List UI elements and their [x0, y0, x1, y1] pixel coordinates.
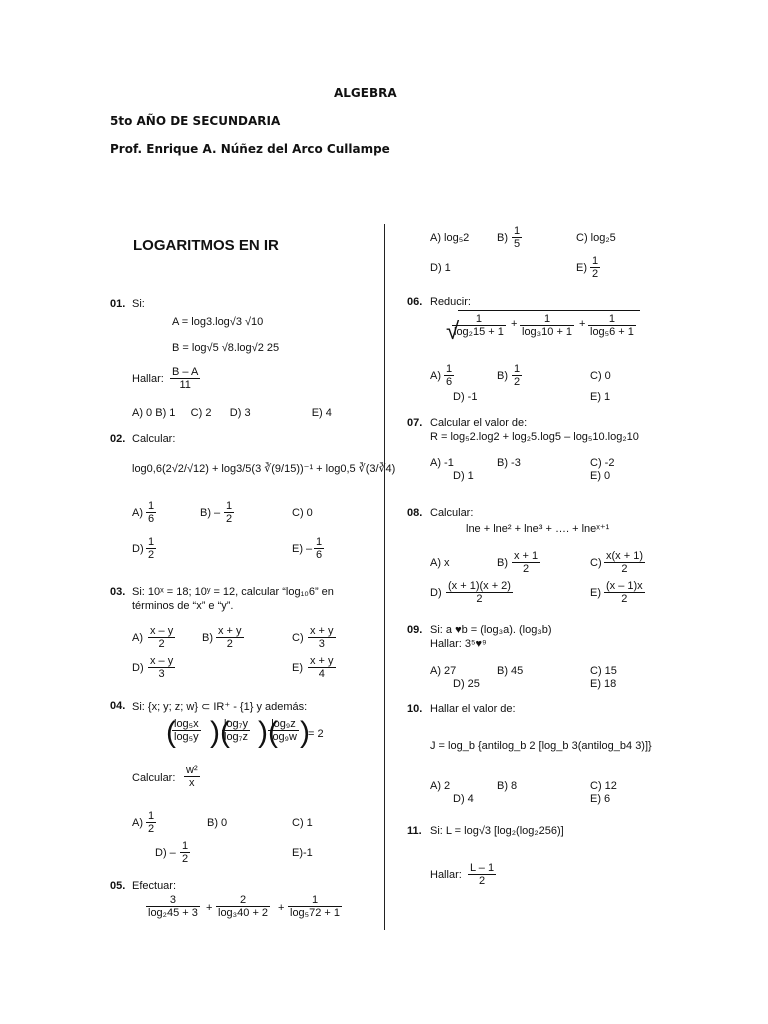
numerator: 1	[148, 500, 155, 512]
option-e-fraction	[590, 255, 600, 280]
option-label: B)	[497, 370, 508, 382]
numerator: 2	[239, 894, 247, 906]
option-c-fraction	[604, 550, 645, 575]
column-divider	[384, 224, 385, 930]
denominator: 3	[308, 637, 336, 650]
option-e: E)-1	[292, 847, 313, 859]
numerator: x + y	[310, 655, 334, 667]
option-d: D) 4	[453, 793, 474, 805]
denominator: 2	[446, 592, 513, 605]
numerator: 3	[169, 894, 176, 906]
matrix-fraction-2	[222, 718, 250, 743]
question-intro: Calcular:	[430, 507, 474, 519]
question-intro: Calcular:	[132, 433, 176, 445]
numerator: x – y	[150, 625, 174, 637]
option-label: E)	[590, 587, 601, 599]
numerator: 1	[475, 313, 482, 325]
question-number: 08.	[407, 507, 423, 519]
question-text-line1: Si: a ♥b = (log₃a). (log₃b)	[430, 624, 552, 636]
denominator: 2	[512, 562, 540, 575]
question-text-line1: Si: 10ˣ = 18; 10ʸ = 12, calcular “log₁₀6” en	[132, 586, 334, 598]
option-label: D)	[430, 587, 442, 599]
option-label: A)	[132, 817, 143, 829]
paren-pair: )(	[258, 716, 278, 749]
option-d: D) 25	[453, 678, 480, 690]
option-label: B)	[202, 632, 213, 644]
numerator: 1	[514, 363, 521, 375]
teacher-line: Prof. Enrique A. Núñez del Arco Cullampe	[110, 142, 390, 156]
term-fraction-2	[520, 313, 574, 338]
option-c: C) log₂5	[576, 232, 616, 244]
option-b: B) 8	[497, 780, 518, 792]
term-fraction-1	[452, 313, 506, 338]
option-a-fraction	[146, 810, 156, 835]
question-text: Si: L = log√3 [log₂(log₂256)]	[430, 825, 564, 837]
hallar-label: Hallar:	[132, 373, 164, 385]
numerator: 1	[514, 225, 521, 237]
equation-a: A = log3.log√3 √10	[172, 316, 264, 328]
plus-sign: +	[206, 902, 213, 914]
denominator: 2	[604, 562, 645, 575]
option-label: D)	[132, 662, 144, 674]
question-number: 09.	[407, 624, 423, 636]
expression: log0,6(2√2/√12) + log3/5(3 ∛(9/15))⁻¹ + log0,5 ∛(3/∛4)	[132, 463, 396, 475]
denominator: 2	[226, 513, 233, 525]
question-text-line2: términos de “x” e “y”.	[132, 600, 234, 612]
option-e: E) 6	[590, 793, 611, 805]
calcular-fraction	[184, 764, 200, 789]
question-text-line2: Hallar: 3⁵♥⁹	[430, 638, 487, 650]
matrix-fraction-3	[268, 718, 299, 743]
numerator: 1	[311, 894, 319, 906]
numerator: w²	[186, 764, 198, 776]
option-d-fraction	[180, 840, 190, 865]
option-a-fraction	[444, 363, 454, 388]
numerator: x + 1	[514, 550, 539, 562]
option-a-fraction	[146, 500, 156, 525]
numerator: 1	[608, 313, 615, 325]
option-c: C) 0	[590, 370, 611, 382]
question-number: 06.	[407, 296, 423, 308]
denominator: log₉w	[270, 731, 297, 743]
option-e: E) 0	[590, 470, 611, 482]
numerator: x + y	[218, 625, 242, 637]
matrix-fraction-1	[172, 718, 201, 743]
numerator: 1	[446, 363, 453, 375]
numerator: 1	[592, 255, 599, 267]
option-b-fraction	[216, 625, 244, 650]
denominator: 5	[514, 238, 521, 250]
option-c: C) 1	[292, 817, 313, 829]
option-a: A) 27	[430, 665, 457, 677]
numerator: 1	[316, 536, 323, 548]
denominator: 2	[592, 268, 599, 280]
calcular-label: Calcular:	[132, 772, 176, 784]
numerator: 1	[148, 810, 155, 822]
denominator: 2	[182, 853, 189, 865]
question-text: Si: {x; y; z; w} ⊂ IR⁺ - {1} y además:	[132, 701, 308, 713]
question-text: Hallar el valor de:	[430, 703, 516, 715]
question-intro: Reducir:	[430, 296, 471, 308]
question-text-line1: Calcular el valor de:	[430, 417, 528, 429]
denominator: 3	[148, 667, 175, 680]
denominator: log₇z	[224, 731, 248, 743]
numerator: x(x + 1)	[606, 550, 643, 562]
option-c: C) 0	[292, 507, 313, 519]
numerator: x + y	[310, 625, 334, 637]
option-label: A)	[430, 370, 441, 382]
hallar-label: Hallar:	[430, 869, 462, 881]
expression: J = log_b {antilog_b 2 [log_b 3(antilog_b4 3)]}	[430, 740, 652, 752]
option-e: E) 18	[590, 678, 617, 690]
option-label: D) –	[155, 847, 176, 859]
paren-pair: )(	[210, 716, 230, 749]
question-intro: Efectuar:	[132, 880, 177, 892]
option-label: A)	[132, 507, 143, 519]
plus-sign: +	[579, 318, 586, 330]
question-number: 10.	[407, 703, 423, 715]
denominator: log₂45 + 3	[148, 907, 198, 919]
option-label: C)	[292, 632, 304, 644]
option-c: C) -2	[590, 457, 615, 469]
denominator: 2	[514, 376, 521, 388]
expression: lne + lne² + lne³ + …. + lneˣ⁺¹	[466, 523, 610, 535]
option-a: A) x	[430, 557, 450, 569]
option-label: E)	[576, 262, 587, 274]
option-label: C)	[590, 557, 602, 569]
denominator: 6	[316, 549, 323, 561]
option-b-fraction	[224, 500, 234, 525]
option-d: D) 1	[430, 262, 451, 274]
paren-right: )	[300, 716, 310, 749]
question-number: 02.	[110, 433, 126, 445]
term-fraction-3	[288, 894, 342, 919]
option-c: C) 12	[590, 780, 617, 792]
term-fraction-2	[216, 894, 270, 919]
term-fraction-3	[588, 313, 636, 338]
question-number: 01.	[110, 298, 126, 310]
option-d-fraction	[146, 536, 156, 561]
numerator: x – y	[150, 655, 174, 667]
numerator: 1	[543, 313, 551, 325]
denominator: 6	[148, 513, 155, 525]
question-number: 04.	[110, 700, 126, 712]
section-title: LOGARITMOS EN IR	[133, 237, 279, 254]
option-b: B) 0	[207, 817, 228, 829]
option-c: C) 15	[590, 665, 617, 677]
option-label: B)	[497, 232, 508, 244]
numerator: log₉z	[271, 718, 296, 730]
numerator: 1	[182, 840, 189, 852]
option-label: A)	[132, 632, 143, 644]
option-e-fraction	[604, 580, 645, 605]
option-b-fraction	[512, 550, 540, 575]
hallar-fraction	[468, 862, 496, 887]
denominator: log₅6 + 1	[590, 326, 634, 338]
denominator: log₂15 + 1	[454, 326, 504, 338]
equation-b: B = log√5 √8.log√2 25	[172, 342, 280, 354]
denominator: 2	[604, 592, 645, 605]
plus-sign: +	[278, 902, 285, 914]
option-a: A) -1	[430, 457, 454, 469]
numerator: 1	[226, 500, 233, 512]
denominator: log₃40 + 2	[218, 907, 269, 919]
question-number: 05.	[110, 880, 126, 892]
option-b: B) -3	[497, 457, 521, 469]
option-label: B) –	[200, 507, 221, 519]
option-label: E) –	[292, 543, 313, 555]
denominator: 2	[148, 823, 155, 835]
term-fraction-1	[146, 894, 200, 919]
numerator: B – A	[172, 366, 199, 378]
denominator: 11	[170, 378, 200, 391]
option-a: A) 2	[430, 780, 451, 792]
option-label: B)	[497, 557, 508, 569]
equation-result: = 2	[308, 728, 324, 740]
numerator: 1	[148, 536, 155, 548]
option-d-fraction	[446, 580, 513, 605]
denominator: 6	[446, 376, 453, 388]
option-e-fraction	[314, 536, 324, 561]
denominator: 2	[148, 549, 155, 561]
question-number: 11.	[407, 825, 422, 837]
option-e-fraction	[308, 655, 336, 680]
root-sign: √	[446, 318, 460, 345]
option-b: B) 45	[497, 665, 524, 677]
numerator: log₅x	[174, 718, 199, 730]
option-d: D) -1	[453, 391, 478, 403]
question-text-line2: R = log₅2.log2 + log₂5.log5 – log₅10.log₂10	[430, 431, 639, 443]
numerator: L – 1	[470, 862, 495, 874]
denominator: log₃10 + 1	[522, 326, 573, 338]
denominator: 2	[468, 874, 496, 887]
denominator: 2	[148, 637, 175, 650]
answer-options: A) 0 B) 1 C) 2 D) 3 E) 4	[132, 407, 332, 419]
option-c-fraction	[308, 625, 336, 650]
option-d-fraction	[148, 655, 175, 680]
question-intro: Si:	[132, 298, 145, 310]
denominator: 2	[216, 637, 244, 650]
numerator: log₇y	[224, 718, 248, 730]
numerator: (x – 1)x	[606, 580, 643, 592]
option-label: D)	[132, 543, 144, 555]
denominator: log₅y	[174, 731, 199, 743]
question-number: 03.	[110, 586, 126, 598]
root-bar	[458, 310, 640, 311]
option-a-fraction	[148, 625, 175, 650]
grade-line: 5to AÑO DE SECUNDARIA	[110, 114, 281, 128]
option-a: A) log₅2	[430, 232, 470, 244]
subject-title: ALGEBRA	[334, 86, 397, 100]
numerator: (x + 1)(x + 2)	[448, 580, 511, 592]
option-d: D) 1	[453, 470, 474, 482]
fraction	[170, 366, 200, 391]
option-b-fraction	[512, 363, 522, 388]
denominator: log₅72 + 1	[290, 907, 340, 919]
denominator: 4	[308, 667, 336, 680]
option-label: E)	[292, 662, 303, 674]
question-number: 07.	[407, 417, 423, 429]
paren-left: (	[166, 716, 176, 749]
option-b-fraction	[512, 225, 522, 250]
plus-sign: +	[511, 318, 518, 330]
denominator: x	[184, 776, 200, 789]
option-e: E) 1	[590, 391, 611, 403]
